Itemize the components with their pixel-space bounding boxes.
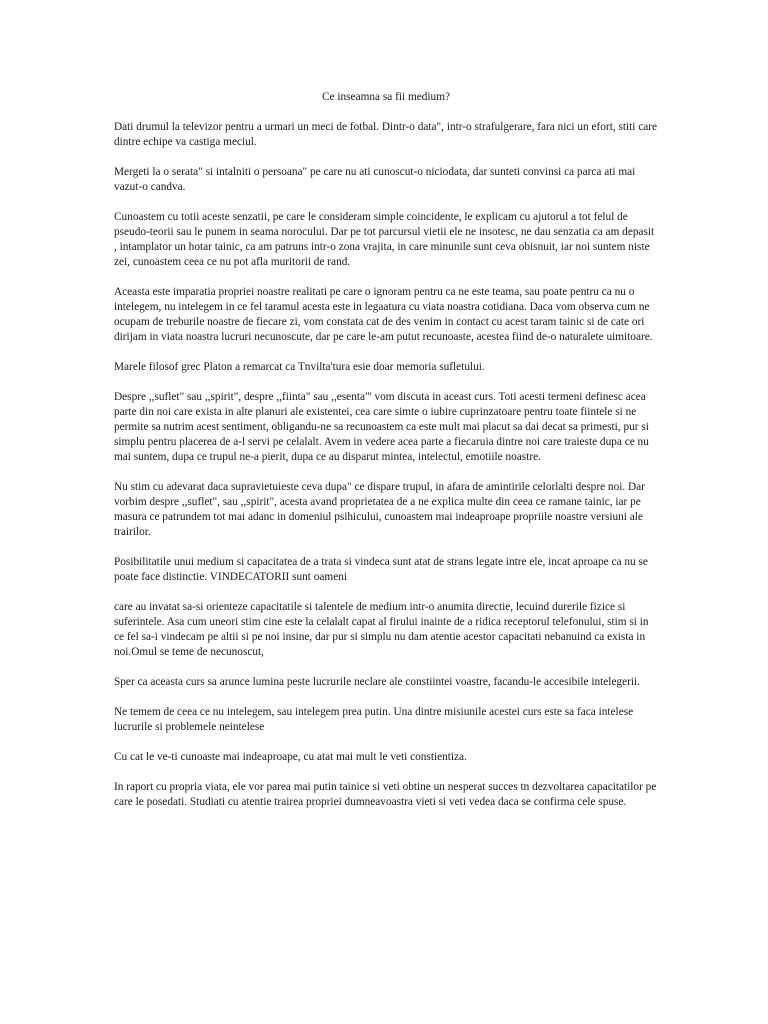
paragraph: Marele filosof grec Platon a remarcat ca Tnvilta'tura esie doar memoria sufletului. xyxy=(114,361,485,373)
paragraph: Ne temem de ceea ce nu intelegem, sau intelegem prea putin. Una dintre misiunile acestei curs este sa faca intelese lucrurile si problemele neintelese xyxy=(114,706,634,733)
paragraph: Aceasta este imparatia propriei noastre realitati pe care o ignoram pentru ca ne este teama, sau poate pentru ca nu o intelegem, nu intelegem in ce fel taramul acesta este in legaatura cu viata noastra cotidiana. Daca vom observa cum ne ocupam de treburile noastre de fiecare zi, vom constata cat de des venim in contact cu acest taram tainic si de cate ori dirijam in viata noastra lucruri necunoscute, dar pe care le-am putut recunoaste, acestea fiind de-o naturalete uimitoare. xyxy=(114,286,653,343)
document-body xyxy=(114,90,658,825)
paragraph: Mergeti la o serata" si intalniti o persoana" pe care nu ati cunoscut-o niciodata, dar sunteti convinsi ca parca ati mai vazut-o candva. xyxy=(114,166,636,193)
paragraph: Sper ca aceasta curs sa arunce lumina peste lucrurile neclare ale constiintei voastre, facandu-le accesibile intelegerii. xyxy=(114,676,640,688)
paragraph: In raport cu propria viata, ele vor parea mai putin tainice si veti obtine un nesperat succes tn dezvoltarea capacitatilor pe care le posedati. Studiati cu atentie trairea propriei dumneavoastra vieti si veti vedea daca se confirma cele spuse. xyxy=(114,781,657,808)
paragraph: Cunoastem cu totii aceste senzatii, pe care le consideram simple coincidente, le explicam cu ajutorul a tot felul de pseudo-teorii sau le punem in seama norocului. Dar pe tot parcursul vietii ele ne insotesc, ne dau senzatia ca am depasit , intamplator un hotar tainic, ca am patruns intr-o zona vrajita, in care minunile sunt ceva obisnuit, iar noi suntem niste zei, cunoastem ceea ce nu pot afla muritorii de rand. xyxy=(114,211,655,268)
document-title: Ce inseamna sa fii medium? xyxy=(322,91,450,103)
paragraph: Despre ,,suflet" sau ,,spirit", despre ,,fiinta" sau ,,esenta"' vom discuta in aceast curs. Toti acesti termeni definesc acea parte din noi care exista in alte planuri ale existentei, cea care simte o iubire cuprinzatoare pentru toate fiintele si ne permite sa nutrim acest sentiment, obligandu-ne sa recunoastem ca este mult mai placut sa dai decat sa primesti, pur si simplu pentru placerea de a-l servi pe celalalt. Avem in vedere acea parte a fiecaruia dintre noi care traieste dupa ce nu mai suntem, dupa ce trupul ne-a pierit, dupa ce au disparut mintea, intelectul, emotiile noastre. xyxy=(114,391,649,463)
paragraph: Cu cat le ve-ti cunoaste mai indeaproape, cu atat mai mult le veti constientiza. xyxy=(114,751,467,763)
paragraph: Nu stim cu adevarat daca supravietuieste ceva dupa" ce dispare trupul, in afara de amintirile celorlalti despre noi. Dar vorbim despre ,,suflet", sau ,,spirit", acesta avand proprietatea de a ne explica multe din ceea ce ramane tainic, iar pe masura ce patrundem tot mai adanc in domeniul psihicului, cunoastem mai indeaproape propriile noastre versiuni ale trairilor. xyxy=(114,481,645,538)
paragraph: care au invatat sa-si orienteze capacitatile si talentele de medium intr-o anumita directie, lecuind durerile fizice si suferintele. Asa cum uneori stim cine este la celalalt capat al firului inainte de a ridica receptorul telefonului, stim si in ce fel sa-i vindecam pe altii si pe noi insine, dar pur si simplu nu dam atentie acestor capacitati nebanuind ca exista in noi.Omul se teme de necunoscut, xyxy=(114,601,649,658)
paragraph: Posibilitatile unui medium si capacitatea de a trata si vindeca sunt atat de strans legate intre ele, incat aproape ca nu se poate face distinctie. VINDECATORII sunt oameni xyxy=(114,556,648,583)
paragraph: Dati drumul la televizor pentru a urmari un meci de fotbal. Dintr-o data", intr-o strafulgerare, fara nici un efort, stiti care dintre echipe va castiga meciul. xyxy=(114,121,658,148)
